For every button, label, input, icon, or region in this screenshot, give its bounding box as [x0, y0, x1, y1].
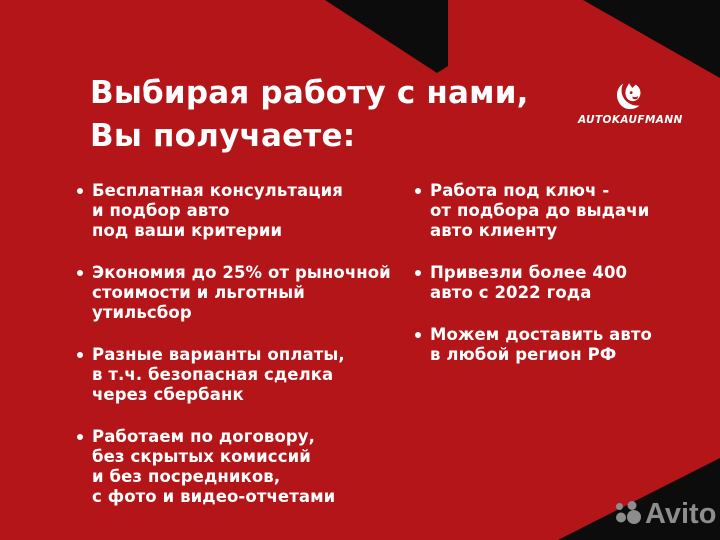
benefit-line: от подбора до выдачи: [430, 201, 650, 220]
bullet-icon: [415, 332, 421, 338]
benefit-item: [77, 181, 407, 241]
benefit-item: [77, 263, 407, 323]
bullet-icon: [415, 270, 421, 276]
benefit-line: Разные варианты оплаты,: [92, 345, 345, 364]
benefit-line: в любой регион РФ: [430, 345, 617, 364]
bullet-icon: [77, 188, 83, 194]
benefit-line: Работа под ключ -: [430, 181, 610, 200]
benefit-line: стоимости и льготный утильсбор: [92, 283, 305, 322]
bullet-icon: [77, 434, 83, 440]
benefits-right-column: [415, 181, 705, 387]
benefit-line: Работаем по договору,: [92, 427, 316, 446]
benefit-line: под ваши критерии: [92, 221, 283, 240]
brand-logo: [578, 80, 682, 126]
benefit-line: Привезли более 400: [430, 263, 628, 282]
bullet-icon: [77, 352, 83, 358]
black-wedge-top-center: [325, 0, 448, 73]
benefit-line: в т.ч. безопасная сделка: [92, 365, 334, 384]
bullet-icon: [77, 270, 83, 276]
benefit-line: авто с 2022 года: [430, 283, 592, 302]
avito-wordmark: Avito: [645, 498, 717, 530]
benefits-left-column: [77, 181, 407, 529]
benefit-line: Бесплатная консультация: [92, 181, 343, 200]
benefit-item: [415, 181, 705, 241]
brand-name: AUTOKAUFMANN: [578, 114, 683, 126]
sail-horse-logo-icon: [614, 80, 646, 112]
benefit-line: Можем доставить авто: [430, 325, 652, 344]
benefit-line: и подбор авто: [92, 201, 230, 220]
title-line-1: Выбирая работу с нами,: [90, 75, 529, 111]
benefit-line: авто клиенту: [430, 221, 558, 240]
benefit-line: без скрытых комиссий: [92, 447, 311, 466]
benefit-item: [415, 325, 705, 365]
benefit-line: с фото и видео-отчетами: [92, 487, 336, 506]
benefit-line: через сбербанк: [92, 385, 244, 404]
benefit-item: [77, 427, 407, 507]
benefit-line: и без посредников,: [92, 467, 281, 486]
page-title: [90, 72, 529, 158]
benefit-line: Экономия до 25% от рыночной: [92, 263, 391, 282]
benefit-item: [415, 263, 705, 303]
avito-dots-icon: [608, 498, 644, 526]
bullet-icon: [415, 188, 421, 194]
title-line-2: Вы получаете:: [90, 118, 356, 154]
black-triangle-top-right: [583, 0, 720, 78]
benefit-item: [77, 345, 407, 405]
